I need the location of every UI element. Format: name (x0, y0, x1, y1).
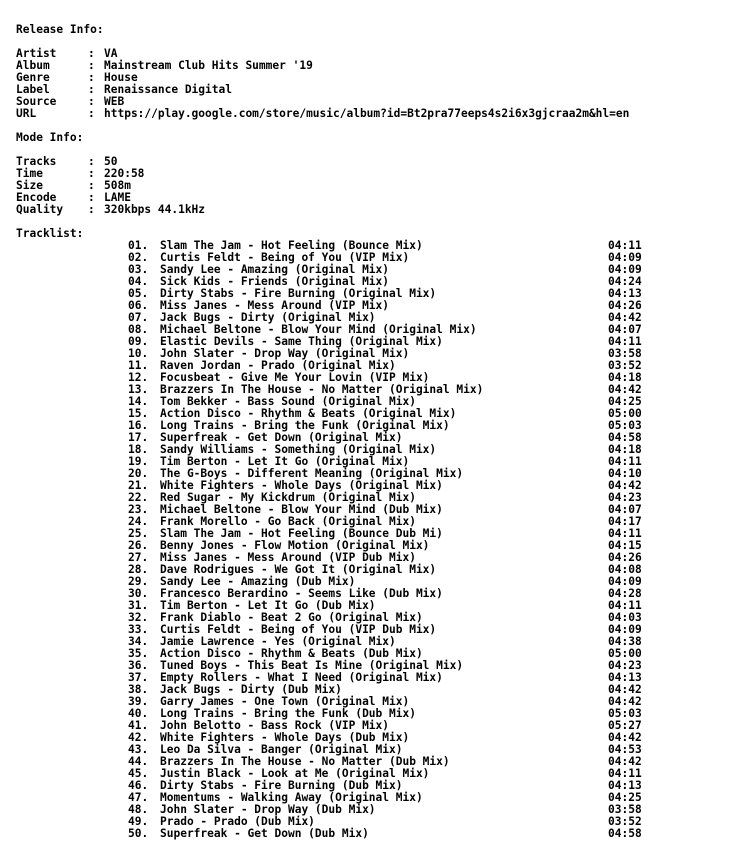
track-number: 30. (128, 587, 149, 600)
track-number: 47. (128, 791, 149, 804)
track-duration: 04:11 (608, 455, 642, 468)
track-title: Jamie Lawrence - Yes (Original Mix) (160, 635, 396, 648)
track-number: 24. (128, 515, 149, 528)
track-duration: 03:52 (608, 359, 642, 372)
info-value: WEB (104, 95, 125, 108)
track-number: 35. (128, 647, 149, 660)
track-duration: 04:28 (608, 587, 642, 600)
track-duration: 04:11 (608, 335, 642, 348)
info-separator: : (88, 71, 95, 84)
track-number: 15. (128, 407, 149, 420)
track-duration: 04:09 (608, 575, 642, 588)
track-title: Slam The Jam - Hot Feeling (Bounce Mix) (160, 239, 423, 252)
track-title: Tim Berton - Let It Go (Original Mix) (160, 455, 410, 468)
track-row (0, 828, 736, 840)
track-duration: 03:58 (608, 803, 642, 816)
track-duration: 04:13 (608, 287, 642, 300)
track-title: Superfreak - Get Down (Dub Mix) (160, 827, 369, 840)
track-duration: 05:00 (608, 647, 642, 660)
track-title: Focusbeat - Give Me Your Lovin (VIP Mix) (160, 371, 430, 384)
track-title: Empty Rollers - What I Need (Original Mix) (160, 671, 443, 684)
track-number: 49. (128, 815, 149, 828)
track-number: 20. (128, 467, 149, 480)
track-number: 12. (128, 371, 149, 384)
track-number: 27. (128, 551, 149, 564)
info-label: Time (16, 167, 43, 180)
info-label: Artist (16, 47, 57, 60)
track-title: Michael Beltone - Blow Your Mind (Dub Mix) (160, 503, 443, 516)
track-title: Francesco Berardino - Seems Like (Dub Mix) (160, 587, 443, 600)
track-title: Jack Bugs - Dirty (Original Mix) (160, 311, 376, 324)
info-separator: : (88, 191, 95, 204)
track-number: 33. (128, 623, 149, 636)
track-number: 48. (128, 803, 149, 816)
track-duration: 04:42 (608, 755, 642, 768)
track-number: 39. (128, 695, 149, 708)
track-number: 11. (128, 359, 149, 372)
track-number: 25. (128, 527, 149, 540)
track-number: 40. (128, 707, 149, 720)
info-separator: : (88, 47, 95, 60)
track-duration: 04:42 (608, 479, 642, 492)
info-label: Size (16, 179, 43, 192)
track-duration: 04:08 (608, 563, 642, 576)
track-title: Superfreak - Get Down (Original Mix) (160, 431, 403, 444)
track-title: Long Trains - Bring the Funk (Dub Mix) (160, 707, 416, 720)
track-duration: 04:07 (608, 323, 642, 336)
track-number: 21. (128, 479, 149, 492)
info-value: 50 (104, 155, 118, 168)
info-label: Tracks (16, 155, 57, 168)
track-title: Momentums - Walking Away (Original Mix) (160, 791, 423, 804)
track-duration: 04:03 (608, 611, 642, 624)
track-title: Slam The Jam - Hot Feeling (Bounce Dub Mi) (160, 527, 443, 540)
track-number: 50. (128, 827, 149, 840)
track-title: John Slater - Drop Way (Dub Mix) (160, 803, 376, 816)
track-title: Sick Kids - Friends (Original Mix) (160, 275, 390, 288)
track-number: 22. (128, 491, 149, 504)
info-label: Label (16, 83, 50, 96)
track-number: 29. (128, 575, 149, 588)
info-value: VA (104, 47, 118, 60)
track-title: White Fighters - Whole Days (Original Mix) (160, 479, 443, 492)
track-title: Brazzers In The House - No Matter (Original Mix) (160, 383, 484, 396)
track-title: Long Trains - Bring the Funk (Original Mix) (160, 419, 450, 432)
track-title: Frank Morello - Go Back (Original Mix) (160, 515, 416, 528)
track-title: Dave Rodrigues - We Got It (Original Mix) (160, 563, 437, 576)
track-number: 41. (128, 719, 149, 732)
track-duration: 05:03 (608, 707, 642, 720)
track-title: White Fighters - Whole Days (Dub Mix) (160, 731, 410, 744)
info-value: 220:58 (104, 167, 145, 180)
track-title: Tim Berton - Let It Go (Dub Mix) (160, 599, 376, 612)
info-label: Album (16, 59, 50, 72)
track-title: Brazzers In The House - No Matter (Dub Mix) (160, 755, 450, 768)
track-title: Sandy Lee - Amazing (Original Mix) (160, 263, 390, 276)
track-number: 09. (128, 335, 149, 348)
track-title: Leo Da Silva - Banger (Original Mix) (160, 743, 403, 756)
track-title: Miss Janes - Mess Around (VIP Dub Mix) (160, 551, 416, 564)
track-number: 32. (128, 611, 149, 624)
track-number: 04. (128, 275, 149, 288)
track-title: Action Disco - Rhythm & Beats (Original Mix) (160, 407, 457, 420)
track-title: Red Sugar - My Kickdrum (Original Mix) (160, 491, 416, 504)
track-duration: 04:25 (608, 791, 642, 804)
track-number: 16. (128, 419, 149, 432)
tracklist-heading: Tracklist: (16, 227, 84, 240)
info-label: URL (16, 107, 37, 120)
track-duration: 04:13 (608, 779, 642, 792)
track-number: 44. (128, 755, 149, 768)
track-number: 36. (128, 659, 149, 672)
info-value: https://play.google.com/store/music/album?id=Bt2pra77eeps4s2i6x3gjcraa2m&hl=en (104, 107, 630, 120)
info-value: House (104, 71, 138, 84)
track-number: 05. (128, 287, 149, 300)
track-title: Justin Black - Look at Me (Original Mix) (160, 767, 430, 780)
track-number: 17. (128, 431, 149, 444)
info-label: Genre (16, 71, 50, 84)
track-number: 02. (128, 251, 149, 264)
info-label: Encode (16, 191, 57, 204)
track-duration: 04:13 (608, 671, 642, 684)
track-duration: 04:11 (608, 767, 642, 780)
info-separator: : (88, 167, 95, 180)
info-separator: : (88, 155, 95, 168)
track-number: 46. (128, 779, 149, 792)
track-duration: 04:42 (608, 683, 642, 696)
track-title: Dirty Stabs - Fire Burning (Original Mix) (160, 287, 437, 300)
info-value: Mainstream Club Hits Summer '19 (104, 59, 313, 72)
track-duration: 03:58 (608, 347, 642, 360)
info-separator: : (88, 83, 95, 96)
track-number: 13. (128, 383, 149, 396)
track-duration: 05:00 (608, 407, 642, 420)
track-duration: 04:18 (608, 443, 642, 456)
info-separator: : (88, 107, 95, 120)
track-number: 08. (128, 323, 149, 336)
track-duration: 04:09 (608, 251, 642, 264)
track-title: John Slater - Drop Way (Original Mix) (160, 347, 410, 360)
info-separator: : (88, 203, 95, 216)
info-label: Source (16, 95, 57, 108)
track-duration: 04:11 (608, 527, 642, 540)
track-number: 23. (128, 503, 149, 516)
track-title: Miss Janes - Mess Around (VIP Mix) (160, 299, 390, 312)
track-title: The G-Boys - Different Meaning (Original Mix) (160, 467, 464, 480)
track-duration: 04:17 (608, 515, 642, 528)
mode-info-heading: Mode Info: (16, 131, 84, 144)
track-title: Frank Diablo - Beat 2 Go (Original Mix) (160, 611, 423, 624)
track-number: 01. (128, 239, 149, 252)
track-duration: 05:27 (608, 719, 642, 732)
info-separator: : (88, 59, 95, 72)
track-duration: 04:42 (608, 383, 642, 396)
track-number: 10. (128, 347, 149, 360)
track-number: 19. (128, 455, 149, 468)
track-number: 14. (128, 395, 149, 408)
release-info-heading: Release Info: (16, 23, 104, 36)
track-duration: 04:09 (608, 263, 642, 276)
track-number: 34. (128, 635, 149, 648)
track-title: Elastic Devils - Same Thing (Original Mix) (160, 335, 443, 348)
track-title: Curtis Feldt - Being of You (VIP Mix) (160, 251, 410, 264)
info-value: 320kbps 44.1kHz (104, 203, 206, 216)
track-duration: 04:10 (608, 467, 642, 480)
track-title: Benny Jones - Flow Motion (Original Mix) (160, 539, 430, 552)
track-duration: 04:09 (608, 623, 642, 636)
track-title: Action Disco - Rhythm & Beats (Dub Mix) (160, 647, 423, 660)
track-duration: 04:07 (608, 503, 642, 516)
track-duration: 03:52 (608, 815, 642, 828)
track-duration: 04:38 (608, 635, 642, 648)
track-duration: 04:26 (608, 299, 642, 312)
track-duration: 04:11 (608, 599, 642, 612)
track-title: Tuned Boys - This Beat Is Mine (Original Mix) (160, 659, 464, 672)
track-duration: 04:42 (608, 311, 642, 324)
track-number: 28. (128, 563, 149, 576)
info-value: 508m (104, 179, 131, 192)
track-duration: 04:11 (608, 239, 642, 252)
track-duration: 04:25 (608, 395, 642, 408)
track-title: Michael Beltone - Blow Your Mind (Original Mix) (160, 323, 477, 336)
track-duration: 05:03 (608, 419, 642, 432)
track-title: Prado - Prado (Dub Mix) (160, 815, 315, 828)
track-duration: 04:42 (608, 731, 642, 744)
track-duration: 04:24 (608, 275, 642, 288)
info-value: Renaissance Digital (104, 83, 232, 96)
track-title: Jack Bugs - Dirty (Dub Mix) (160, 683, 342, 696)
track-duration: 04:53 (608, 743, 642, 756)
track-duration: 04:26 (608, 551, 642, 564)
track-number: 37. (128, 671, 149, 684)
track-duration: 04:23 (608, 491, 642, 504)
track-duration: 04:23 (608, 659, 642, 672)
track-number: 06. (128, 299, 149, 312)
track-title: Garry James - One Town (Original Mix) (160, 695, 410, 708)
track-title: Tom Bekker - Bass Sound (Original Mix) (160, 395, 416, 408)
track-duration: 04:18 (608, 371, 642, 384)
track-title: Sandy Williams - Something (Original Mix) (160, 443, 437, 456)
track-title: Raven Jordan - Prado (Original Mix) (160, 359, 396, 372)
track-number: 31. (128, 599, 149, 612)
info-label: Quality (16, 203, 64, 216)
track-number: 18. (128, 443, 149, 456)
track-number: 03. (128, 263, 149, 276)
track-duration: 04:58 (608, 827, 642, 840)
track-number: 07. (128, 311, 149, 324)
info-separator: : (88, 95, 95, 108)
track-number: 38. (128, 683, 149, 696)
track-title: Dirty Stabs - Fire Burning (Dub Mix) (160, 779, 403, 792)
track-number: 43. (128, 743, 149, 756)
track-title: John Belotto - Bass Rock (VIP Mix) (160, 719, 390, 732)
track-number: 26. (128, 539, 149, 552)
track-number: 42. (128, 731, 149, 744)
track-duration: 04:15 (608, 539, 642, 552)
info-separator: : (88, 179, 95, 192)
info-value: LAME (104, 191, 131, 204)
track-number: 45. (128, 767, 149, 780)
track-duration: 04:42 (608, 695, 642, 708)
track-title: Curtis Feldt - Being of You (VIP Dub Mix) (160, 623, 437, 636)
track-duration: 04:58 (608, 431, 642, 444)
track-title: Sandy Lee - Amazing (Dub Mix) (160, 575, 356, 588)
